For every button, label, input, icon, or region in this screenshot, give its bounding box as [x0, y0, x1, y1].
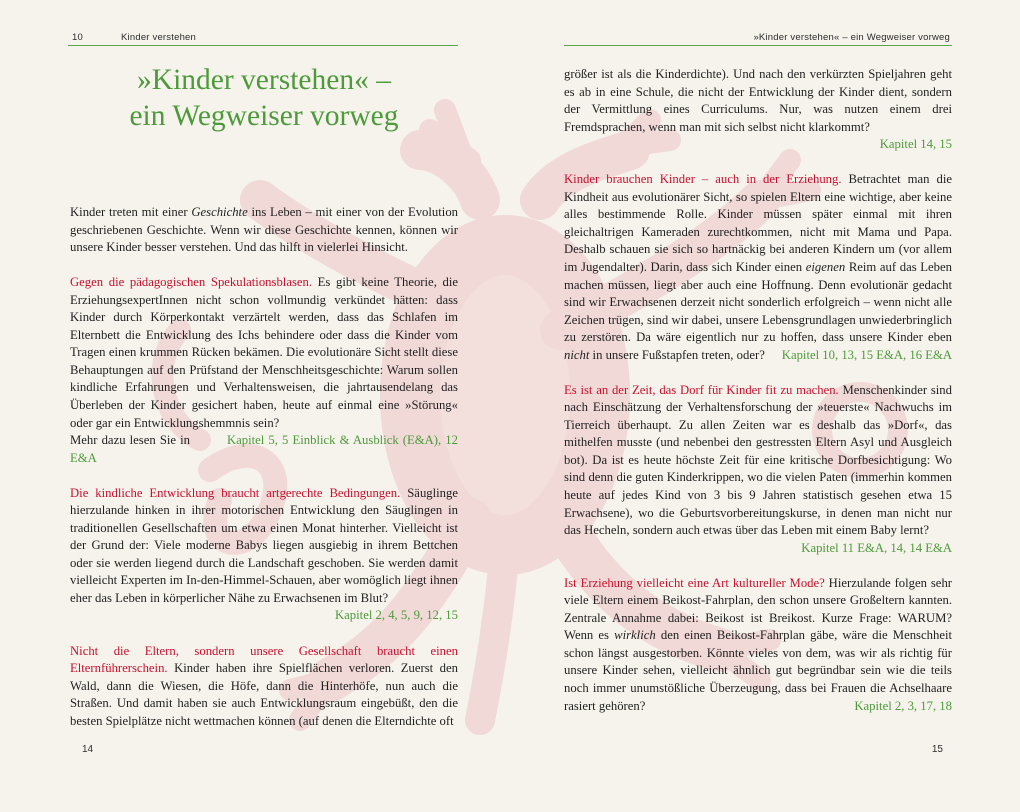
section-paragraph	[70, 643, 458, 731]
section-heading: Nicht die Eltern, sondern unsere Gesellschaft braucht einen Elternführerschein.	[70, 643, 458, 676]
header-rule	[68, 45, 458, 46]
chapter-reference: Kapitel 11 E&A, 14, 14 E&A	[801, 540, 952, 555]
right-body-text	[564, 66, 952, 715]
running-header-title: »Kinder verstehen« – ein Wegweiser vorweg	[753, 32, 950, 43]
chapter-reference: Kapitel 5, 5 Einblick & Ausblick (E&A), 12 E&A	[70, 433, 458, 465]
section-emphasis: nicht	[564, 347, 590, 362]
chapter-title-line-1: »Kinder verstehen« –	[137, 64, 391, 96]
chapter-reference: Kapitel 10, 13, 15 E&A, 16 E&A	[781, 347, 952, 362]
page-number: 15	[931, 744, 943, 755]
section-heading: Die kindliche Entwicklung braucht artgerechte Bedingungen.	[70, 485, 401, 500]
continued-paragraph	[564, 66, 952, 154]
intro-text: Kinder treten mit einer	[70, 205, 192, 219]
section-heading: Es ist an der Zeit, das Dorf für Kinder fit zu machen.	[564, 382, 839, 397]
section-text: Kinder haben ihre Spielflächen verloren. Zuerst den Wald, dann die Wiesen, die Höfe, dann die Hinterhöfe, nun auch die Straßen. Und damit haben sie auch Entwicklungsraum eingebüßt, den die besten Spielplätze nicht wettmachen können (auf denen die Elterndichte oft	[70, 661, 458, 728]
section-paragraph	[564, 575, 952, 715]
more-text: Mehr dazu lesen Sie in	[70, 433, 191, 448]
chapter-reference: Kapitel 2, 4, 5, 9, 12, 15	[335, 608, 458, 623]
running-header-page-number: 10	[72, 32, 83, 43]
left-body-text	[70, 204, 458, 730]
section-emphasis: wirklich	[614, 628, 656, 643]
intro-emphasis: Geschichte	[191, 205, 248, 219]
section-text: Hierzulande folgen sehr viele Eltern einem Beikost-Fahrplan, den schon unsere Großeltern kannten. Zentrale Annahme dabei: Beikost ist Breikost. Kurze Frage: WARUM? Wenn es	[564, 575, 953, 643]
section-paragraph	[70, 274, 458, 467]
section-emphasis: eigenen	[805, 259, 846, 274]
intro-paragraph	[70, 204, 458, 257]
page-number: 14	[82, 744, 94, 755]
section-heading: Kinder brauchen Kinder – auch in der Erziehung.	[564, 172, 842, 187]
intro-text-rest: ins Leben – mit einer von der Evolution geschriebenen Geschichte. Wenn wir diese Geschichte kennen, können wir unsere Kinder besser verstehen. Und das hilft in vielerlei Hinsicht.	[70, 205, 459, 255]
section-text: in unsere Fußstapfen treten, oder?	[589, 347, 765, 362]
section-text: Säuglinge hierzulande hinken in ihrer motorischen Entwicklung den Säuglingen in traditionellen Gesellschaften um etwa einen Monat hinterher. Vielleicht ist der Grund der: Viele moderne Babys liegen ausgiebig in ihrem Bettchen oder sie werden liegend durch die Landschaft geschoben. Sie werden damit vielleicht Experten im In-den-Himmel-Schauen, aber womöglich liegt ihnen eher das Leben in körperlicher Nähe zu Erwachsenen im Blut?	[70, 485, 458, 605]
section-heading: Ist Erziehung vielleicht eine Art kultureller Mode?	[564, 575, 825, 590]
section-text: Es gibt keine Theorie, die ErziehungsexpertInnen nicht schon vollmundig verkündet hätten: dass Kinder durch Körperkontakt verzärtelt werden, dass das Schlafen im Elternbett die Entwicklung des Ichs behindere oder dass die Kinder vom Tragen einen krummen Rücken bekämen. Die evolutionäre Sicht stellt diese Behauptungen auf den Prüfstand der Menschheitsgeschichte: Warum sollen kindliche Erfahrungen und Verhaltensweisen, die jahrtausendelang das Überleben der Kinder gesichert haben, heute auf einmal eine »Störung« oder gar ein Entwicklungshemmnis sein?	[70, 275, 458, 430]
section-text: Menschenkinder sind nach Einschätzung der Verhaltensforschung der »teuerste« Nachwuchs im Tierreich überhaupt. Zu allen Zeiten war es deshalb das »Dorf«, das mithelfen musste (und nebenbei den gestressten Eltern Asyl und Ausgleich bot). Da ist es heute höchste Zeit für eine kritische Dorfbesichtigung: Wo sind denn die guten Kinderkrippen, wo die vielen Paten (immerhin kommen heute auf jedes Kind von 3 bis 9 Jahren statistisch gesehen etwa 15 Erwachsene), wo die Geburtsvorbereitungskurse, in denen man nicht nur das Hecheln, sondern auch etwas über das Leben mit einem Baby lernt?	[564, 382, 952, 538]
section-text: Reim auf das Leben machen müssen, liegt aber auch eine Hoffnung. Denn evolutionär gedacht sind wir Erwachsenen derzeit nicht sonderlich erfolgreich – wenn nicht alle Zeichen trügen, sind wir dabei, unsere Lebensgrundlagen unwiederbringlich zu zerstören. Da wäre eigentlich nur zu hoffen, dass unsere Kinder eben	[564, 259, 952, 345]
chapter-title-line-2: ein Wegweiser vorweg	[129, 100, 399, 132]
section-paragraph	[70, 485, 458, 623]
running-header-title: Kinder verstehen	[121, 32, 197, 43]
section-text: den einen Beikost-Fahrplan gäbe, wäre die Menschheit schon längst ausgestorben. Könnte vieles von dem, was wir als richtig für unsere Kinder sehen, vielleicht ähnlich gut begründbar sein wie die teils noch immer unumstößliche Überzeugung, dass bei Frauen die Achselhaare rasiert gehören?	[564, 628, 952, 713]
section-text: Betrachtet man die Kindheit aus evolutionärer Sicht, so spielen Eltern eine wichtige, aber keine alles bestimmende Rolle. Kinder müssen später einmal mit ihren gleichaltrigen Kameraden zurechtkommen, nicht mit Mama und Papa. Deshalb schauen sie sich so hartnäckig bei anderen Kindern um (vor allem im Jugendalter). Darin, dass sich Kinder einen	[564, 172, 952, 274]
section-text: größer ist als die Kinderdichte). Und nach den verkürzten Spieljahren geht es ab in eine Schule, die nicht der Entwicklung der Kinder dient, sondern der Vermittlung eines Curriculums. Nur, was nutzen einem drei Fremdsprachen, wenn man mit sich selbst nicht klarkommt?	[564, 67, 952, 134]
chapter-reference: Kapitel 2, 3, 17, 18	[854, 698, 952, 713]
chapter-reference: Kapitel 14, 15	[879, 137, 952, 152]
header-rule	[564, 45, 952, 46]
section-paragraph	[564, 171, 952, 364]
chapter-title	[70, 62, 458, 134]
section-paragraph	[564, 382, 952, 555]
right-page	[510, 0, 1020, 812]
section-heading: Gegen die pädagogischen Spekulationsblasen.	[70, 275, 313, 290]
